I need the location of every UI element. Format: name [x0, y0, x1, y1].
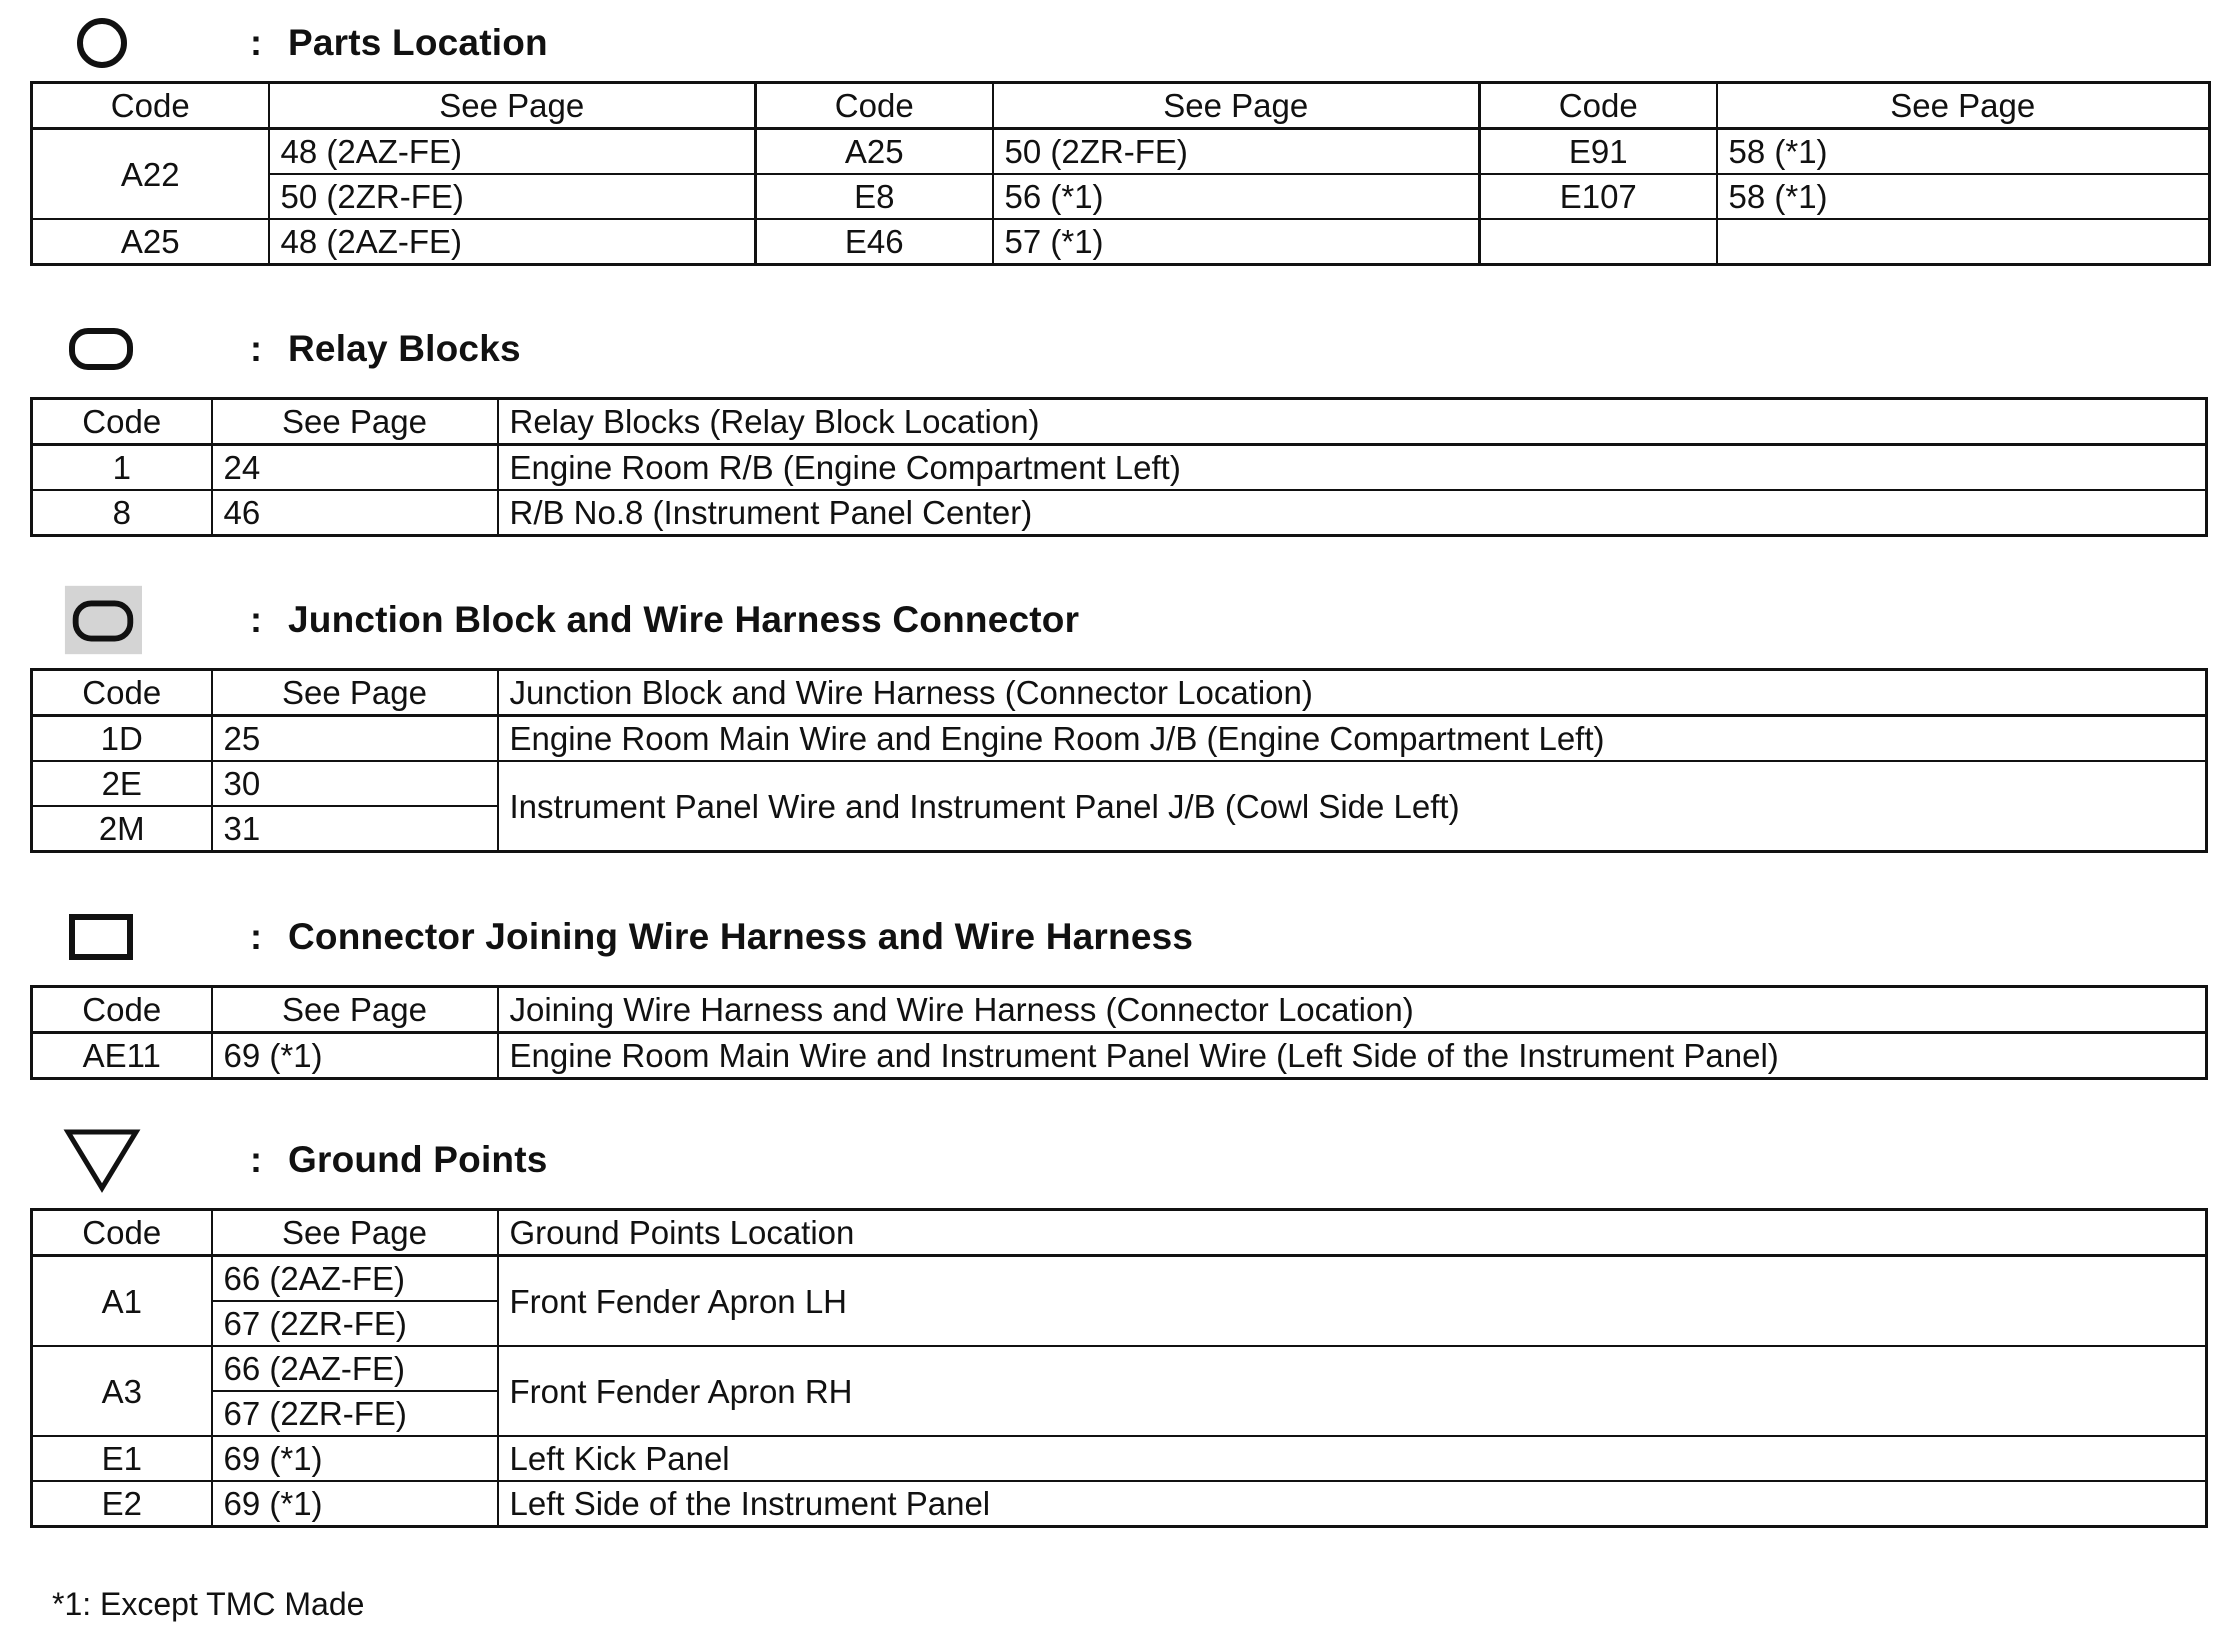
section-title: Relay Blocks — [288, 328, 521, 369]
code-cell: E46 — [756, 219, 993, 265]
page-cell: 66 (2AZ-FE) — [212, 1346, 498, 1391]
code-cell: 1 — [32, 445, 212, 491]
code-cell: E1 — [32, 1436, 212, 1481]
page-cell: 67 (2ZR-FE) — [212, 1301, 498, 1346]
page-cell: 48 (2AZ-FE) — [269, 219, 756, 265]
table-row — [32, 219, 2210, 265]
page-cell: 46 — [212, 490, 498, 536]
table-row — [32, 761, 2207, 806]
rounded-rect-icon — [62, 314, 142, 384]
code-cell: E2 — [32, 1481, 212, 1527]
page-cell: 69 (*1) — [212, 1033, 498, 1079]
header-code: Code — [32, 83, 269, 129]
footnote: *1: Except TMC Made — [52, 1586, 365, 1622]
table-header-row — [32, 987, 2207, 1033]
header-see-page: See Page — [212, 987, 498, 1033]
description-cell: Engine Room R/B (Engine Compartment Left) — [498, 445, 2207, 491]
table-row — [32, 716, 2207, 762]
description-cell: Left Side of the Instrument Panel — [498, 1481, 2207, 1527]
relay-blocks-table — [30, 397, 2208, 537]
page-cell: 56 (*1) — [993, 174, 1480, 219]
page-cell: 69 (*1) — [212, 1436, 498, 1481]
description-cell: Instrument Panel Wire and Instrument Panel J/B (Cowl Side Left) — [498, 761, 2207, 852]
section-title: Connector Joining Wire Harness and Wire Harness — [288, 916, 1194, 957]
table-row — [32, 1346, 2207, 1391]
header-see-page: See Page — [212, 399, 498, 445]
junction-block-heading: : Junction Block and Wire Harness Connector — [62, 585, 1079, 655]
description-cell: Left Kick Panel — [498, 1436, 2207, 1481]
header-description: Junction Block and Wire Harness (Connector Location) — [498, 670, 2207, 716]
code-cell: E91 — [1480, 129, 1717, 175]
table-header-row — [32, 670, 2207, 716]
table-row — [32, 1436, 2207, 1481]
header-description: Joining Wire Harness and Wire Harness (Connector Location) — [498, 987, 2207, 1033]
table-row — [32, 129, 2210, 175]
code-cell: AE11 — [32, 1033, 212, 1079]
header-code: Code — [32, 670, 212, 716]
code-cell: 8 — [32, 490, 212, 536]
description-cell: Engine Room Main Wire and Instrument Panel Wire (Left Side of the Instrument Panel) — [498, 1033, 2207, 1079]
page-cell: 31 — [212, 806, 498, 852]
ground-points-table — [30, 1208, 2208, 1528]
header-see-page: See Page — [269, 83, 756, 129]
page-cell — [1717, 219, 2210, 265]
description-cell: Front Fender Apron RH — [498, 1346, 2207, 1436]
table-row — [32, 1481, 2207, 1527]
header-code: Code — [32, 399, 212, 445]
rectangle-icon — [62, 902, 142, 972]
header-code: Code — [1480, 83, 1717, 129]
section-title: Parts Location — [288, 22, 548, 63]
page-cell: 57 (*1) — [993, 219, 1480, 265]
page-cell: 58 (*1) — [1717, 129, 2210, 175]
header-code: Code — [32, 1210, 212, 1256]
table-row — [32, 174, 2210, 219]
header-see-page: See Page — [212, 1210, 498, 1256]
table-row — [32, 1256, 2207, 1302]
section-title: Junction Block and Wire Harness Connector — [288, 599, 1080, 640]
table-row — [32, 1033, 2207, 1079]
parts-location-heading: : Parts Location — [62, 8, 548, 78]
code-cell: 2M — [32, 806, 212, 852]
junction-block-table — [30, 668, 2208, 853]
page-cell: 69 (*1) — [212, 1481, 498, 1527]
relay-blocks-heading: : Relay Blocks — [62, 314, 521, 384]
table-header-row — [32, 399, 2207, 445]
page-cell: 30 — [212, 761, 498, 806]
header-description: Relay Blocks (Relay Block Location) — [498, 399, 2207, 445]
table-row — [32, 445, 2207, 491]
code-cell: E107 — [1480, 174, 1717, 219]
circle-icon — [62, 8, 142, 78]
triangle-down-icon — [62, 1125, 142, 1195]
table-header-row — [32, 1210, 2207, 1256]
page-cell: 48 (2AZ-FE) — [269, 129, 756, 175]
code-cell: 1D — [32, 716, 212, 762]
description-cell: Engine Room Main Wire and Engine Room J/B (Engine Compartment Left) — [498, 716, 2207, 762]
page-cell: 66 (2AZ-FE) — [212, 1256, 498, 1302]
page-cell: 58 (*1) — [1717, 174, 2210, 219]
code-cell: A3 — [32, 1346, 212, 1436]
table-row — [32, 490, 2207, 536]
header-code: Code — [32, 987, 212, 1033]
parts-location-table — [30, 81, 2211, 266]
code-cell: 2E — [32, 761, 212, 806]
code-cell: E8 — [756, 174, 993, 219]
header-see-page: See Page — [993, 83, 1480, 129]
page-cell: 50 (2ZR-FE) — [269, 174, 756, 219]
code-cell — [1480, 219, 1717, 265]
connector-joining-heading: : Connector Joining Wire Harness and Wire Harness — [62, 902, 1193, 972]
header-see-page: See Page — [212, 670, 498, 716]
connector-joining-table — [30, 985, 2208, 1080]
code-cell: A25 — [756, 129, 993, 175]
shaded-rounded-rect-icon — [62, 585, 142, 655]
page-cell: 67 (2ZR-FE) — [212, 1391, 498, 1436]
code-cell: A25 — [32, 219, 269, 265]
code-cell: A22 — [32, 129, 269, 220]
code-cell: A1 — [32, 1256, 212, 1347]
page-cell: 50 (2ZR-FE) — [993, 129, 1480, 175]
page-cell: 25 — [212, 716, 498, 762]
header-see-page: See Page — [1717, 83, 2210, 129]
page-cell: 24 — [212, 445, 498, 491]
header-description: Ground Points Location — [498, 1210, 2207, 1256]
section-title: Ground Points — [288, 1139, 548, 1180]
header-code: Code — [756, 83, 993, 129]
description-cell: R/B No.8 (Instrument Panel Center) — [498, 490, 2207, 536]
table-header-row — [32, 83, 2210, 129]
ground-points-heading: : Ground Points — [62, 1125, 548, 1195]
description-cell: Front Fender Apron LH — [498, 1256, 2207, 1347]
